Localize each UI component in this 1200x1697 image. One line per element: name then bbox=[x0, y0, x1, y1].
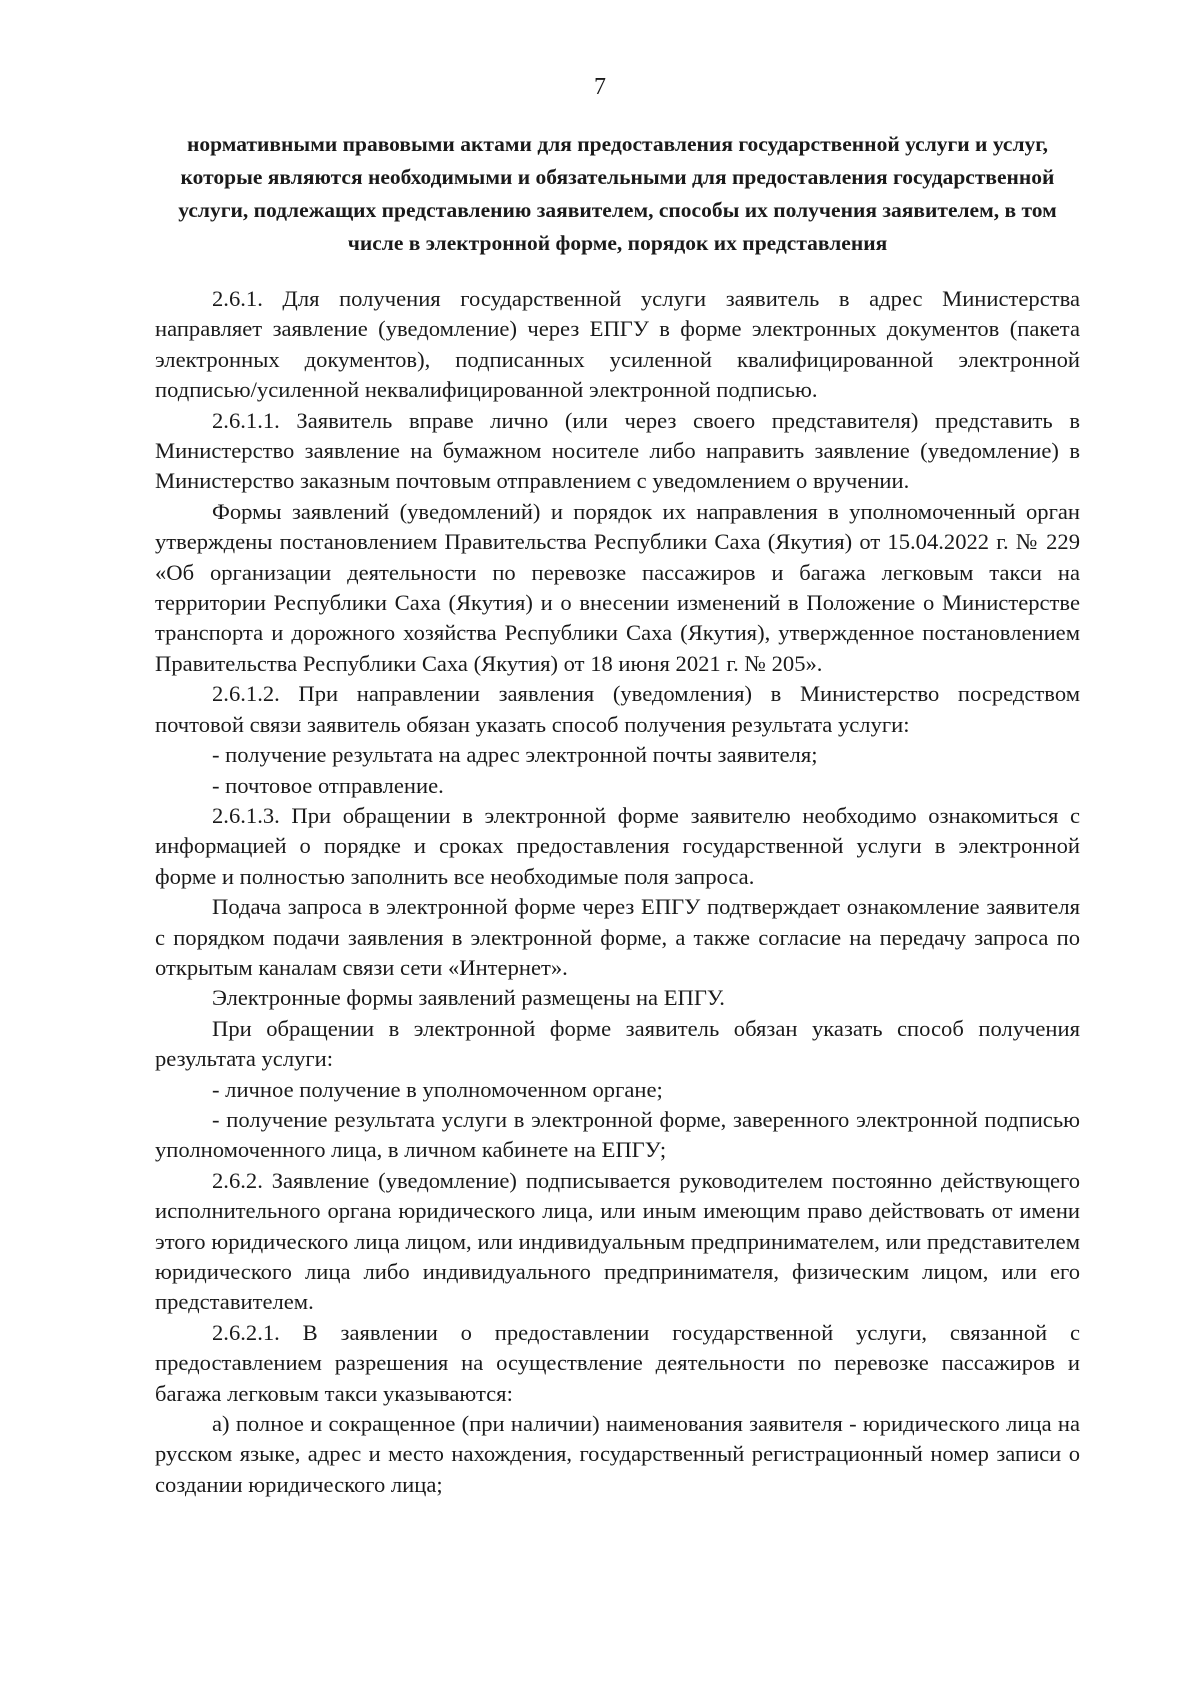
list-item: а) полное и сокращенное (при наличии) наименования заявителя - юридического лица на русском языке, адрес и место нахождения, государственный регистрационный номер записи о создании юридического лица; bbox=[155, 1411, 1080, 1497]
section-heading: нормативными правовыми актами для предоставления государственной услуги и услуг, которые являются необходимыми и обязательными для предоставления государственной услуги, подлежащих представлению заявителем, способы их получения заявителем, в том числе в электронной форме, порядок их представления bbox=[178, 132, 1057, 255]
paragraph: 2.6.1. Для получения государственной услуги заявитель в адрес Министерства направляет заявление (уведомление) через ЕПГУ в форме электронных документов (пакета электронных документов), подписанных усиленной квалифицированной электронной подписью/усиленной неквалифицированной электронной подписью. bbox=[155, 286, 1080, 403]
list-item: - получение результата на адрес электронной почты заявителя; bbox=[212, 742, 818, 768]
paragraph: 2.6.1.2. При направлении заявления (уведомления) в Министерство посредством почтовой связи заявитель обязан указать способ получения результата услуги: bbox=[155, 681, 1080, 737]
paragraph: 2.6.2. Заявление (уведомление) подписывается руководителем постоянно действующего исполнительного органа юридического лица, или иным имеющим право действовать от имени этого юридического лица лицом, или индивидуальным предпринимателем, или представителем юридического лица либо индивидуального предпринимателя, физическим лицом, или его представителем. bbox=[155, 1167, 1080, 1315]
paragraph: Электронные формы заявлений размещены на ЕПГУ. bbox=[212, 985, 725, 1011]
paragraph: 2.6.1.1. Заявитель вправе лично (или через своего представителя) представить в Министерство заявление на бумажном носителе либо направить заявление (уведомление) в Министерство заказным почтовым отправлением с уведомлением о вручении. bbox=[155, 407, 1080, 494]
list-item: - получение результата услуги в электронной форме, заверенного электронной подписью уполномоченного лица, в личном кабинете на ЕПГУ; bbox=[155, 1106, 1080, 1163]
paragraph: Формы заявлений (уведомлений) и порядок их направления в уполномоченный орган утверждены постановлением Правительства Республики Саха (Якутия) от 15.04.2022 г. № 229 «Об организации деятельности по перевозке пассажиров и багажа легковым такси на территории Республики Саха (Якутия) и о внесении изменений в Положение о Министерстве транспорта и дорожного хозяйства Республики Саха (Якутия), утвержденное постановлением Правительства Республики Саха (Якутия) от 18 июня 2021 г. № 205». bbox=[155, 498, 1080, 676]
page-number: 7 bbox=[594, 74, 606, 100]
paragraph: При обращении в электронной форме заявитель обязан указать способ получения результата услуги: bbox=[155, 1015, 1080, 1072]
paragraph: 2.6.1.3. При обращении в электронной форме заявителю необходимо ознакомиться с информацией о порядке и сроках предоставления государственной услуги в электронной форме и полностью заполнить все необходимые поля запроса. bbox=[155, 802, 1080, 889]
document-body bbox=[155, 284, 1080, 1500]
paragraph: Подача запроса в электронной форме через ЕПГУ подтверждает ознакомление заявителя с порядком подачи заявления в электронной форме, а также согласие на передачу запроса по открытым каналам связи сети «Интернет». bbox=[155, 894, 1080, 980]
list-item: - почтовое отправление. bbox=[212, 772, 444, 798]
list-item: - личное получение в уполномоченном органе; bbox=[212, 1076, 663, 1102]
paragraph: 2.6.2.1. В заявлении о предоставлении государственной услуги, связанной с предоставлением разрешения на осуществление деятельности по перевозке пассажиров и багажа легковым такси указываются: bbox=[155, 1319, 1080, 1406]
